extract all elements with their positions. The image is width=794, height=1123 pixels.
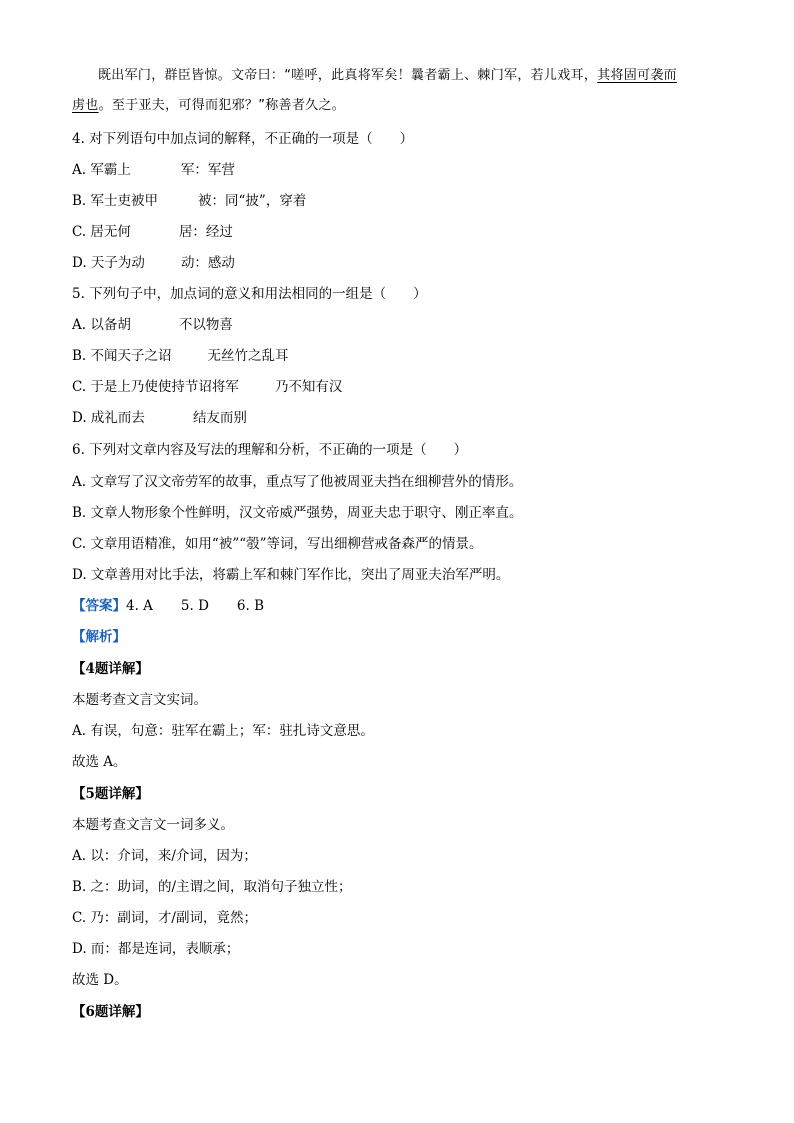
passage-underlined-text: 虏也	[72, 98, 99, 113]
detail-4-heading: 【4题详解】	[72, 661, 149, 677]
question-4-option-d	[72, 253, 235, 273]
answer-5: 5. D	[180, 598, 209, 614]
option-explanation: 动：感动	[180, 255, 235, 271]
question-5-option-a	[72, 315, 233, 335]
option-explanation: 被：同“披”，穿着	[198, 193, 307, 209]
answer-4: 4. A	[126, 598, 153, 614]
passage-underlined-text: 其将固可袭而	[597, 68, 677, 83]
question-6-option-b: B. 文章人物形象个性鲜明，汉文帝威严强势，周亚夫忠于职守、刚正率直。	[72, 505, 523, 521]
answer-line	[72, 596, 264, 616]
question-6-stem: 6. 下列对文章内容及写法的理解和分析，不正确的一项是（ ）	[72, 442, 468, 458]
passage-text: 既出军门，群臣皆惊。文帝曰：“嗟呼，此真将军矣！曩者霸上、棘门军，若儿戏耳，	[98, 68, 598, 83]
option-text: C. 于是上乃使使持节诏将军	[72, 379, 239, 395]
option-text: A. 以备胡	[72, 317, 131, 333]
question-6-option-d: D. 文章善用对比手法，将霸上军和棘门军作比，突出了周亚夫治军严明。	[72, 567, 510, 583]
detail-4-line: A. 有误，句意：驻军在霸上；军：驻扎诗文意思。	[72, 723, 374, 739]
question-4-stem: 4. 对下列语句中加点词的解释，不正确的一项是（ ）	[72, 131, 414, 147]
question-4-option-b	[72, 191, 306, 211]
detail-5-line: D. 而：都是连词，表顺承；	[72, 941, 240, 957]
detail-5-line: C. 乃：副词，才/副词，竟然；	[72, 910, 257, 926]
detail-5-line: A. 以：介词，来/介词，因为；	[72, 848, 257, 864]
option-text: A. 军霸上	[72, 162, 131, 178]
detail-4-line: 本题考查文言文实词。	[72, 692, 207, 708]
question-5-option-d	[72, 408, 247, 428]
question-6-option-c: C. 文章用语精准，如用“被”“彀”等词，写出细柳营戒备森严的情景。	[72, 536, 483, 552]
detail-5-heading: 【5题详解】	[72, 786, 149, 802]
detail-5-line: 本题考查文言文一词多义。	[72, 817, 234, 833]
option-text: D. 成礼而去	[72, 410, 145, 426]
detail-6-heading: 【6题详解】	[72, 1004, 149, 1020]
option-text: B. 军士吏被甲	[72, 193, 159, 209]
option-text: B. 不闻天子之诏	[72, 348, 172, 364]
option-explanation: 军：军营	[180, 162, 235, 178]
option-compare: 无丝竹之乱耳	[207, 348, 289, 364]
question-4-option-c	[72, 222, 233, 242]
option-text: C. 居无何	[72, 224, 131, 240]
option-compare: 不以物喜	[178, 317, 233, 333]
question-6-option-a: A. 文章写了汉文帝劳军的故事，重点写了他被周亚夫挡在细柳营外的情形。	[72, 474, 523, 490]
answer-label: 【答案】	[72, 598, 126, 614]
question-5-option-b	[72, 346, 289, 366]
passage-line-1	[98, 66, 677, 86]
passage-line-2	[72, 96, 345, 116]
detail-4-line: 故选 A。	[72, 754, 127, 770]
passage-text: 。至于亚夫，可得而犯邪？”称善者久之。	[98, 98, 346, 113]
detail-5-line: 故选 D。	[72, 972, 128, 988]
question-4-option-a	[72, 160, 235, 180]
analysis-label: 【解析】	[72, 629, 126, 645]
option-compare: 乃不知有汉	[274, 379, 343, 395]
question-5-option-c	[72, 377, 342, 397]
option-text: D. 天子为动	[72, 255, 145, 271]
option-explanation: 居：经过	[178, 224, 233, 240]
answer-6: 6. B	[236, 598, 265, 614]
detail-5-line: B. 之：助词，的/主谓之间，取消句子独立性；	[72, 879, 352, 895]
question-5-stem: 5. 下列句子中，加点词的意义和用法相同的一组是（ ）	[72, 286, 427, 302]
option-compare: 结友而别	[192, 410, 247, 426]
